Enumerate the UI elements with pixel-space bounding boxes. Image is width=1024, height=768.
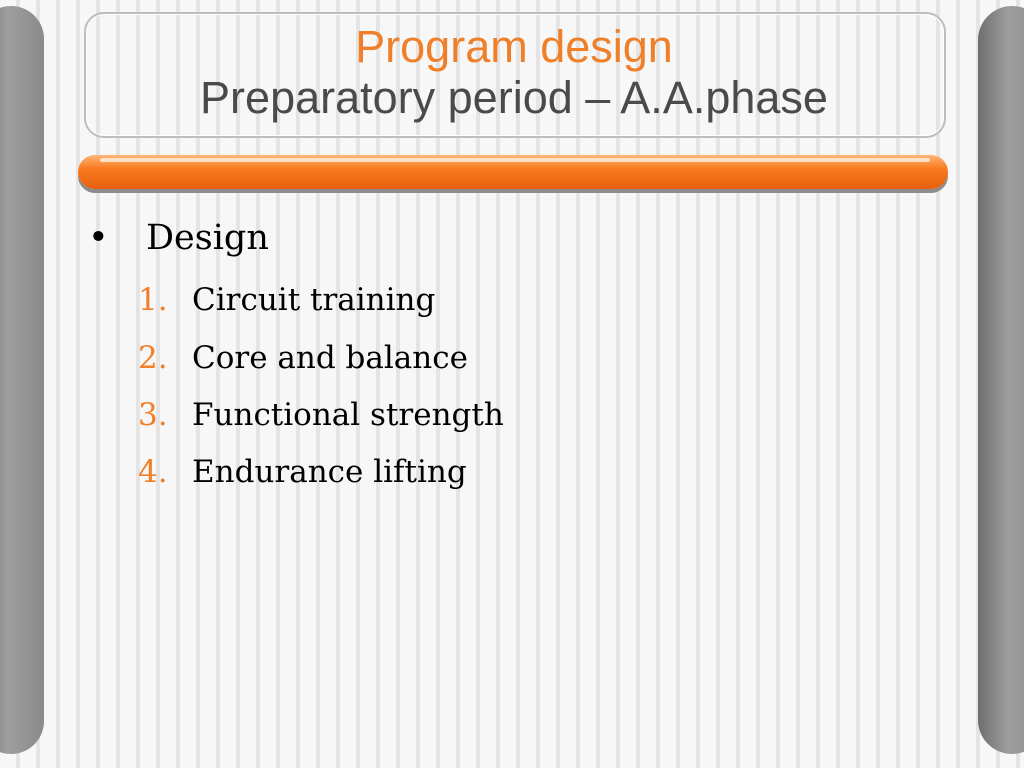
list-item	[138, 340, 468, 376]
list-item	[138, 454, 467, 490]
slide-title-line2: Preparatory period – A.A.phase	[200, 72, 828, 123]
list-number: 1.	[138, 282, 168, 318]
list-item	[138, 397, 504, 433]
list-number: 3.	[138, 397, 168, 433]
list-item	[138, 282, 435, 318]
list-number: 2.	[138, 340, 168, 376]
list-text: Functional strength	[192, 397, 504, 433]
bullet-dot: •	[88, 218, 109, 258]
list-text: Endurance lifting	[192, 454, 467, 490]
bullet-text: Design	[146, 218, 269, 258]
list-number: 4.	[138, 454, 168, 490]
bullet-item-design	[88, 218, 269, 258]
list-text: Circuit training	[192, 282, 436, 318]
list-text: Core and balance	[192, 340, 468, 376]
slide-title-line1: Program design	[355, 21, 673, 72]
